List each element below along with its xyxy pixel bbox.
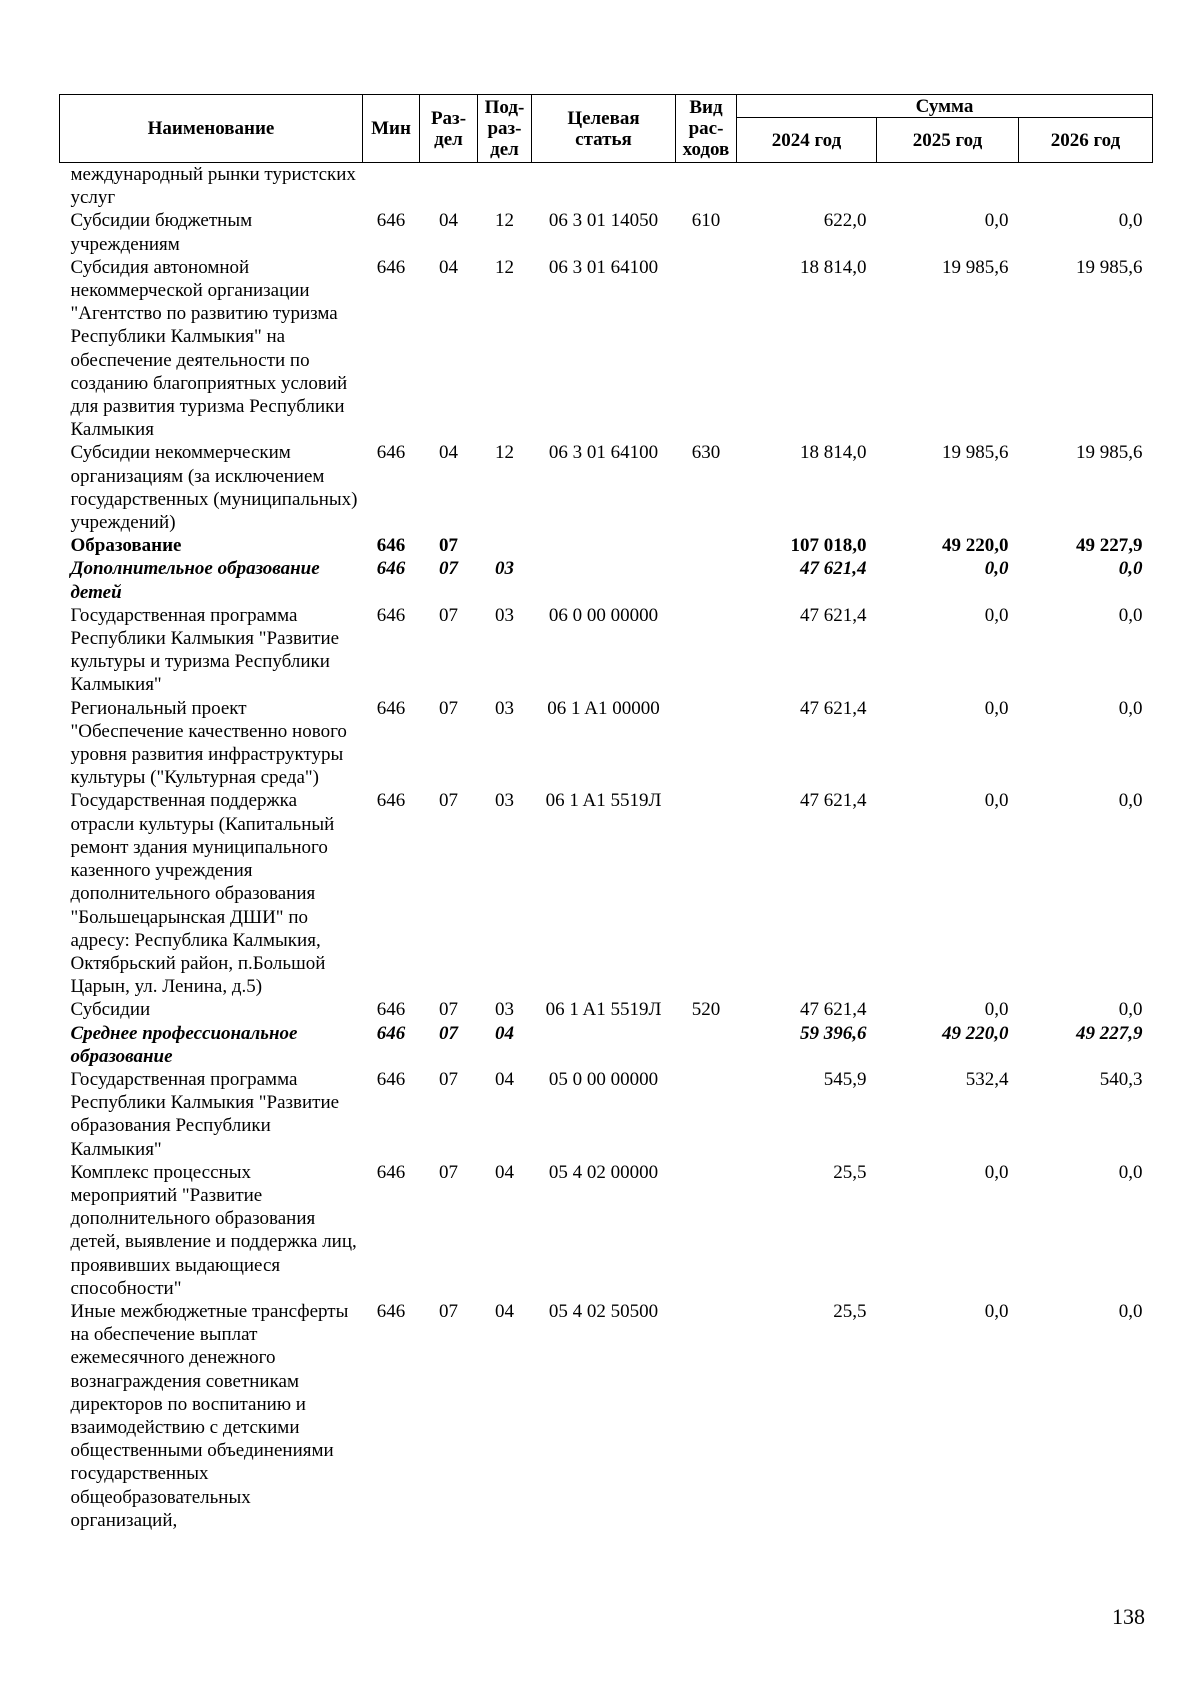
table-body — [60, 163, 1153, 1532]
cell-2026 — [1019, 163, 1153, 210]
cell-vid: 610 — [691, 210, 721, 232]
cell-vid: 520 — [691, 999, 721, 1021]
cell-2024 — [737, 163, 877, 210]
cell-min: 646 — [376, 604, 406, 626]
cell-2024: 25,5 — [833, 1161, 867, 1183]
cell-2026: 49 227,9 — [1076, 1022, 1143, 1044]
cell-celevaya: 06 1 A1 5519Л — [545, 790, 662, 812]
table-row — [60, 163, 1153, 210]
cell-podrazdel: 03 — [495, 558, 514, 580]
cell-razdel: 07 — [439, 790, 458, 812]
cell-min: 646 — [376, 558, 406, 580]
cell-2024: 622,0 — [823, 210, 867, 232]
table-row — [60, 1022, 1153, 1068]
cell-name: Субсидии — [70, 999, 151, 1021]
header-2026: 2026 год — [1019, 118, 1153, 163]
table-row — [60, 256, 1153, 442]
cell-min: 646 — [376, 697, 406, 719]
cell-2025: 0,0 — [984, 558, 1009, 580]
cell-razdel — [420, 163, 478, 210]
cell-celevaya — [532, 557, 676, 603]
header-celevaya: Целевая статья — [532, 95, 676, 163]
table-row — [60, 789, 1153, 998]
cell-celevaya — [532, 534, 676, 557]
cell-podrazdel: 04 — [495, 1068, 514, 1090]
cell-celevaya: 05 4 02 50500 — [548, 1300, 659, 1322]
cell-2024: 545,9 — [823, 1068, 867, 1090]
cell-vid — [676, 557, 737, 603]
cell-razdel: 07 — [439, 1161, 458, 1183]
cell-podrazdel: 12 — [495, 210, 514, 232]
cell-podrazdel: 03 — [495, 999, 514, 1021]
table-row — [60, 604, 1153, 697]
cell-2026: 0,0 — [1118, 790, 1143, 812]
cell-2025: 49 220,0 — [942, 535, 1009, 557]
table-row — [60, 209, 1153, 255]
cell-vid — [676, 1300, 737, 1532]
cell-razdel: 07 — [439, 604, 458, 626]
cell-2026: 540,3 — [1099, 1068, 1143, 1090]
cell-razdel: 04 — [439, 210, 458, 232]
cell-razdel: 07 — [439, 535, 458, 557]
table-row — [60, 1300, 1153, 1532]
cell-2024: 25,5 — [833, 1300, 867, 1322]
cell-razdel: 07 — [439, 558, 458, 580]
cell-2026: 0,0 — [1118, 604, 1143, 626]
cell-vid — [676, 1068, 737, 1161]
header-vid: Вид рас- ходов — [676, 95, 737, 163]
cell-celevaya: 06 1 A1 00000 — [547, 697, 660, 719]
table-row — [60, 534, 1153, 557]
cell-razdel: 07 — [439, 1022, 458, 1044]
cell-2024: 18 814,0 — [800, 256, 867, 278]
cell-celevaya: 06 1 A1 5519Л — [545, 999, 662, 1021]
cell-podrazdel: 12 — [495, 256, 514, 278]
cell-2026: 0,0 — [1118, 999, 1143, 1021]
header-name: Наименование — [60, 95, 363, 163]
cell-podrazdel: 04 — [495, 1300, 514, 1322]
cell-2026: 0,0 — [1118, 558, 1143, 580]
cell-2024: 47 621,4 — [800, 790, 867, 812]
cell-2025: 19 985,6 — [942, 442, 1009, 464]
budget-table — [59, 94, 1153, 1532]
cell-name: Субсидии бюджетным учреждениям — [70, 210, 253, 255]
cell-2024: 47 621,4 — [800, 604, 867, 626]
cell-2024: 107 018,0 — [790, 535, 867, 557]
cell-podrazdel: 03 — [495, 697, 514, 719]
cell-2025: 0,0 — [984, 1300, 1009, 1322]
cell-vid — [676, 163, 737, 210]
page-number: 138 — [1112, 1604, 1145, 1629]
cell-name: Комплекс процессных мероприятий "Развитие дополнительного образования детей, выявление и поддержка лиц, проявивших выдающиеся способности" — [70, 1161, 357, 1299]
cell-2025: 0,0 — [984, 999, 1009, 1021]
cell-2026: 19 985,6 — [1076, 442, 1143, 464]
cell-celevaya: 05 4 02 00000 — [548, 1161, 659, 1183]
cell-celevaya — [532, 1022, 676, 1068]
cell-2024: 18 814,0 — [800, 442, 867, 464]
cell-vid — [676, 534, 737, 557]
cell-name: Субсидия автономной некоммерческой организации "Агентство по развитию туризма Республики Калмыкия" на обеспечение деятельности по созданию благоприятных условий для развития туризма Республики Калмыкия — [70, 256, 348, 441]
cell-podrazdel: 03 — [495, 790, 514, 812]
cell-razdel: 07 — [439, 1300, 458, 1322]
cell-name: Государственная программа Республики Калмыкия "Развитие образования Республики Калмыкия" — [70, 1068, 340, 1160]
cell-vid: 630 — [691, 442, 721, 464]
cell-2025: 0,0 — [984, 1161, 1009, 1183]
cell-2026: 0,0 — [1118, 1161, 1143, 1183]
cell-min: 646 — [376, 790, 406, 812]
cell-podrazdel: 12 — [495, 442, 514, 464]
table-row — [60, 1161, 1153, 1300]
table-row — [60, 998, 1153, 1021]
cell-2025: 0,0 — [984, 697, 1009, 719]
table-row — [60, 697, 1153, 790]
cell-vid — [676, 697, 737, 790]
cell-vid — [676, 789, 737, 998]
cell-2024: 47 621,4 — [800, 697, 867, 719]
cell-2026: 0,0 — [1118, 210, 1143, 232]
cell-name: Дополнительное образование детей — [70, 558, 320, 603]
header-2025: 2025 год — [877, 118, 1019, 163]
cell-2025: 0,0 — [984, 210, 1009, 232]
cell-razdel: 07 — [439, 999, 458, 1021]
cell-2024: 59 396,6 — [800, 1022, 867, 1044]
cell-2025 — [877, 163, 1019, 210]
cell-vid — [676, 1161, 737, 1300]
cell-min: 646 — [376, 210, 406, 232]
header-razdel: Раз- дел — [420, 95, 478, 163]
cell-vid — [676, 256, 737, 442]
cell-2024: 47 621,4 — [800, 999, 867, 1021]
cell-celevaya — [532, 163, 676, 210]
cell-name: международный рынки туристских услуг — [70, 164, 356, 209]
cell-min: 646 — [376, 1161, 406, 1183]
cell-name: Региональный проект "Обеспечение качественно нового уровня развития инфраструктуры культуры ("Культурная среда") — [70, 697, 347, 789]
cell-2025: 532,4 — [965, 1068, 1009, 1090]
cell-min: 646 — [376, 1068, 406, 1090]
cell-2026: 0,0 — [1118, 1300, 1143, 1322]
cell-min: 646 — [376, 1022, 406, 1044]
cell-name: Государственная программа Республики Калмыкия "Развитие культуры и туризма Республики Калмыкия" — [70, 604, 340, 696]
cell-celevaya: 06 3 01 14050 — [548, 210, 659, 232]
cell-podrazdel — [478, 163, 532, 210]
header-2024: 2024 год — [737, 118, 877, 163]
cell-podrazdel — [478, 534, 532, 557]
cell-razdel: 07 — [439, 697, 458, 719]
cell-name: Иные межбюджетные трансферты на обеспечение выплат ежемесячного денежного вознаграждения советникам директоров по воспитанию и взаимодействию с детскими общественными объединениями государственных общеобразовательных организаций, — [70, 1300, 349, 1531]
cell-2024: 47 621,4 — [800, 558, 867, 580]
table-row — [60, 441, 1153, 534]
cell-2025: 0,0 — [984, 604, 1009, 626]
cell-vid — [676, 1022, 737, 1068]
cell-celevaya: 06 0 00 00000 — [548, 604, 659, 626]
header-podrazdel: Под- раз- дел — [478, 95, 532, 163]
cell-podrazdel: 04 — [495, 1161, 514, 1183]
cell-razdel: 07 — [439, 1068, 458, 1090]
cell-name: Образование — [70, 535, 182, 557]
cell-razdel: 04 — [439, 442, 458, 464]
cell-min: 646 — [376, 535, 406, 557]
table-row — [60, 1068, 1153, 1161]
header-summa: Сумма — [737, 95, 1153, 118]
cell-min — [363, 163, 420, 210]
cell-2026: 19 985,6 — [1076, 256, 1143, 278]
cell-razdel: 04 — [439, 256, 458, 278]
table-row — [60, 557, 1153, 603]
header-min: Мин — [363, 95, 420, 163]
cell-celevaya: 06 3 01 64100 — [548, 256, 659, 278]
cell-celevaya: 05 0 00 00000 — [548, 1068, 659, 1090]
cell-name: Субсидии некоммерческим организациям (за исключением государственных (муниципальных) учреждений) — [70, 442, 358, 534]
cell-min: 646 — [376, 442, 406, 464]
cell-2025: 0,0 — [984, 790, 1009, 812]
cell-vid — [676, 604, 737, 697]
cell-celevaya: 06 3 01 64100 — [548, 442, 659, 464]
cell-2026: 0,0 — [1118, 697, 1143, 719]
cell-min: 646 — [376, 999, 406, 1021]
cell-2025: 49 220,0 — [942, 1022, 1009, 1044]
cell-name: Государственная поддержка отрасли культуры (Капитальный ремонт здания муниципального казенного учреждения дополнительного образования "Большецарынская ДШИ" по адресу: Республика Калмыкия, Октябрьский район, п.Большой Царын, ул. Ленина, д.5) — [70, 790, 335, 998]
cell-min: 646 — [376, 1300, 406, 1322]
table-header — [60, 95, 1153, 163]
cell-podrazdel: 04 — [495, 1022, 514, 1044]
cell-2026: 49 227,9 — [1076, 535, 1143, 557]
cell-2025: 19 985,6 — [942, 256, 1009, 278]
cell-name: Среднее профессиональное образование — [70, 1022, 298, 1067]
cell-min: 646 — [376, 256, 406, 278]
cell-podrazdel: 03 — [495, 604, 514, 626]
